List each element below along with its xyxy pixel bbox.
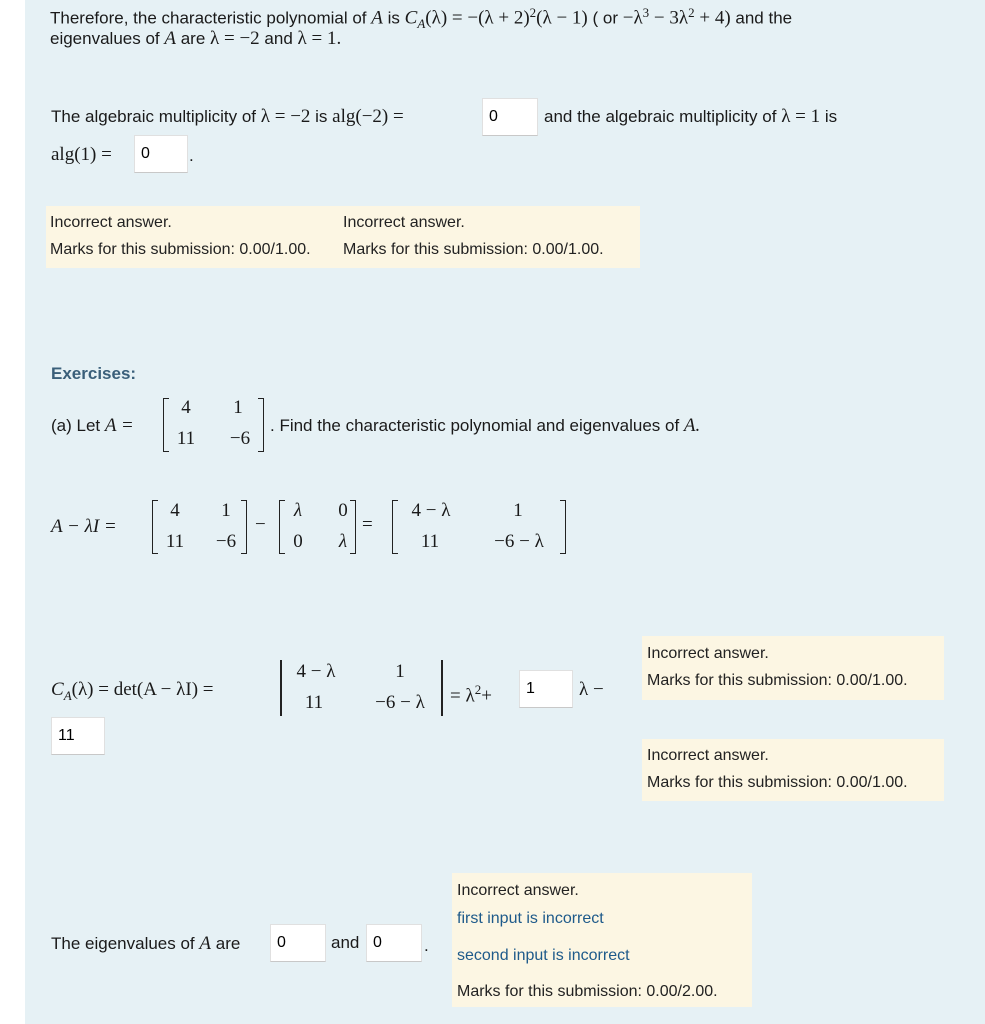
are-text: are (180, 29, 206, 48)
alg-1-label: alg(1) = (51, 144, 112, 165)
det-cell: −6 − λ (375, 692, 425, 713)
det-c: C (51, 679, 64, 700)
det-lhs (51, 678, 213, 708)
eigen-input-1[interactable]: 0 (270, 924, 326, 962)
m1-cell: 11 (165, 531, 185, 552)
feedback-1-left-marks: Marks for this submission: 0.00/1.00. (50, 241, 311, 258)
a-eq: A = (104, 415, 134, 436)
matrix-a-cell: 1 (233, 397, 243, 418)
m2-cell: 0 (338, 500, 348, 521)
m2-right-bracket (350, 500, 356, 554)
intro-line-2 (50, 28, 341, 50)
coef-input[interactable]: 1 (519, 670, 573, 708)
det-plus: + (481, 685, 492, 707)
const-input[interactable]: 11 (51, 717, 105, 755)
det-cell: 1 (395, 661, 405, 682)
alt-expr: −λ (622, 7, 643, 29)
eig-period: . (424, 936, 429, 955)
eigen-2: λ = 1. (297, 28, 342, 49)
feedback-4-second: second input is incorrect (457, 947, 630, 964)
poly-expr-2: (λ − 1) (536, 7, 588, 29)
part-a-label (51, 415, 134, 437)
let-text: (a) Let (51, 416, 101, 435)
feedback-4-title: Incorrect answer. (457, 882, 579, 899)
m1-cell: −6 (215, 531, 237, 552)
var-a: A (371, 7, 383, 29)
and-the: and the (735, 8, 793, 28)
multiplicity-line (51, 106, 404, 128)
intro-is: is (387, 8, 400, 28)
lambda-minus: λ − (579, 679, 604, 700)
m1-right-bracket (241, 500, 247, 554)
var-a-2: A (164, 28, 176, 49)
feedback-box-4 (452, 873, 752, 1007)
det-rhs-lambda: = λ (450, 685, 475, 707)
m3-right-bracket (560, 500, 566, 554)
matrix-a-cell: −6 (229, 428, 251, 449)
feedback-3-marks: Marks for this submission: 0.00/1.00. (647, 774, 908, 791)
and-text: and (264, 29, 293, 48)
eig-a: A (199, 933, 211, 954)
alt-sq: 2 (688, 5, 695, 20)
m3-cell: 11 (420, 531, 440, 552)
eigen-input-2[interactable]: 0 (366, 924, 422, 962)
matrix-a-cell: 4 (181, 397, 191, 418)
feedback-1-left-title: Incorrect answer. (50, 214, 172, 231)
det-lhs-rest: (λ) = det(A − λI) = (71, 679, 214, 700)
is-text: is (315, 107, 328, 126)
m3-cell: −6 − λ (494, 531, 544, 552)
det-right-bar (441, 660, 443, 716)
alt-end: + 4) (694, 7, 731, 29)
m1-left-bracket (152, 500, 158, 554)
poly-c: C (404, 7, 418, 29)
det-rhs-sq: 2 (474, 682, 482, 697)
matrix-a-left-bracket (163, 398, 169, 452)
period: . (189, 146, 194, 165)
or-text: ( or (592, 8, 618, 28)
det-sub: A (63, 687, 72, 703)
eig-and: and (331, 933, 360, 952)
poly-sub: A (417, 16, 426, 32)
feedback-3-title: Incorrect answer. (647, 747, 769, 764)
det-left-bar (280, 660, 282, 716)
alt-mid: − 3λ (649, 7, 689, 29)
alt-cube: 3 (642, 5, 650, 20)
feedback-box-1 (46, 206, 640, 268)
feedback-box-2 (642, 636, 944, 700)
det-rhs (450, 678, 492, 708)
matrix-a-cell: 11 (176, 428, 196, 449)
feedback-4-marks: Marks for this submission: 0.00/2.00. (457, 983, 718, 1000)
eigenvalues-line (51, 933, 240, 955)
mult-text-2: and the algebraic multiplicity of (544, 107, 777, 126)
poly-sq: 2 (529, 5, 537, 20)
exercises-heading: Exercises: (51, 364, 137, 383)
eig-are: are (215, 934, 241, 953)
m2-cell: λ (338, 531, 348, 552)
feedback-1-right-marks: Marks for this submission: 0.00/1.00. (343, 241, 604, 258)
find-desc: . Find the characteristic polynomial and eigenvalues of (270, 416, 680, 435)
eigen-1: λ = −2 (210, 28, 260, 49)
equals-sign: = (362, 514, 373, 535)
mult-text: The algebraic multiplicity of (51, 107, 257, 126)
feedback-box-3 (642, 739, 944, 801)
feedback-1-right-title: Incorrect answer. (343, 214, 465, 231)
m2-left-bracket (279, 500, 285, 554)
feedback-4-first: first input is incorrect (457, 910, 604, 927)
alg-1-input[interactable]: 0 (134, 135, 188, 173)
find-text (270, 415, 700, 437)
m1-cell: 1 (221, 500, 231, 521)
m3-cell: 4 − λ (411, 500, 451, 521)
m1-cell: 4 (170, 500, 180, 521)
multiplicity-line-2 (544, 106, 837, 128)
m2-cell: λ (293, 500, 303, 521)
matrix-a-right-bracket (258, 398, 264, 452)
subtraction-lhs: A − λI = (51, 516, 117, 537)
det-cell: 4 − λ (296, 661, 336, 682)
det-cell: 11 (304, 692, 324, 713)
minus-sign: − (255, 514, 266, 535)
alg-m2-input[interactable]: 0 (482, 98, 538, 136)
intro-text: Therefore, the characteristic polynomial of (50, 8, 367, 28)
find-a: A. (683, 415, 701, 436)
eigen-text: eigenvalues of (50, 29, 160, 48)
m3-cell: 1 (513, 500, 523, 521)
feedback-2-title: Incorrect answer. (647, 645, 769, 662)
poly-expr: (λ) = −(λ + 2) (425, 7, 530, 29)
alg-m2: alg(−2) = (332, 106, 404, 127)
eig-text: The eigenvalues of (51, 934, 195, 953)
m2-cell: 0 (293, 531, 303, 552)
lambda-1: λ = 1 (781, 106, 821, 127)
feedback-2-marks: Marks for this submission: 0.00/1.00. (647, 672, 908, 689)
lambda-m2: λ = −2 (260, 106, 311, 127)
is-text-2: is (824, 107, 838, 126)
